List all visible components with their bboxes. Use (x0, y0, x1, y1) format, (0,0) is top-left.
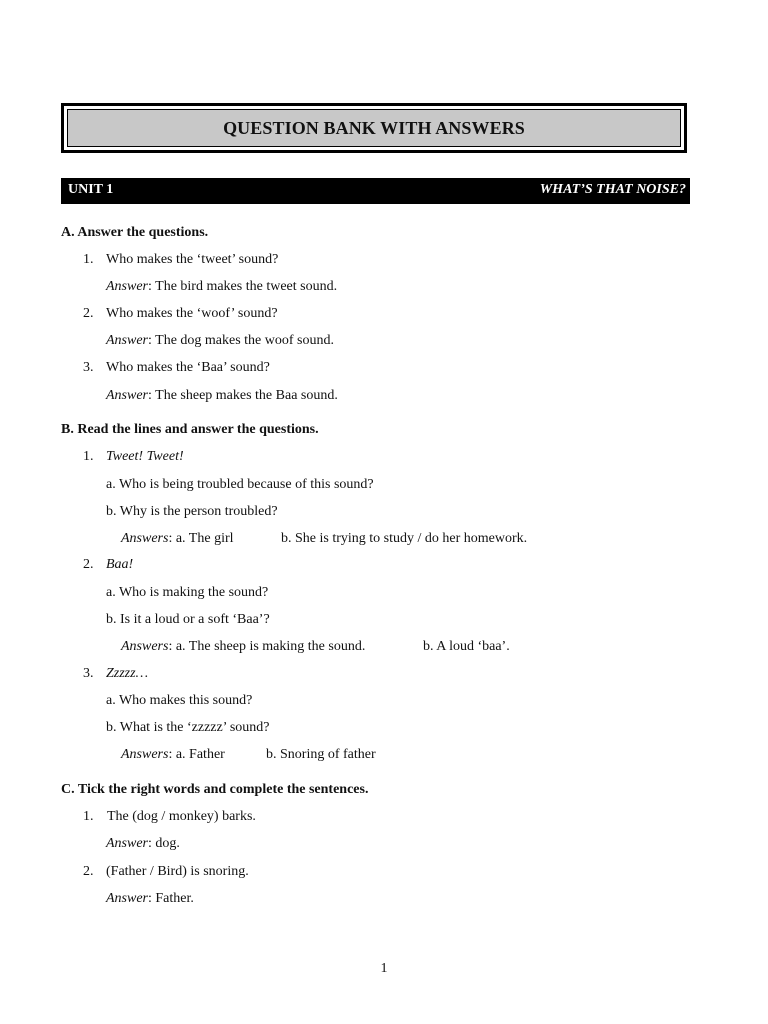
answers-label: Answers (121, 639, 169, 654)
answer-a-text: : a. The girl (168, 531, 234, 546)
answer-line (106, 388, 338, 404)
answer-text: : The dog makes the woof sound. (148, 333, 334, 348)
answers-line-a (121, 531, 234, 547)
answer-label: Answer (106, 891, 148, 906)
item-number: 2. (83, 557, 94, 572)
answer-b-text: b. She is trying to study / do her homework. (281, 531, 528, 546)
answer-line (106, 333, 334, 349)
answer-label: Answer (106, 279, 148, 294)
unit-label: UNIT 1 (68, 182, 114, 197)
answers-line-a (121, 639, 365, 655)
quote-text: Baa! (106, 557, 134, 572)
item-number: 3. (83, 666, 94, 681)
answer-b-text: b. Snoring of father (266, 747, 376, 762)
item-number: 1. (83, 252, 94, 267)
sub-question-b: b. Is it a loud or a soft ‘Baa’? (106, 612, 270, 627)
sub-question-b: b. What is the ‘zzzzz’ sound? (106, 720, 270, 735)
answer-a-text: : a. Father (168, 747, 225, 762)
page-title: QUESTION BANK WITH ANSWERS (223, 117, 525, 138)
section-b-heading: B. Read the lines and answer the questions. (61, 422, 319, 437)
quote-text: Tweet! Tweet! (106, 449, 184, 464)
question-text: Who makes the ‘Baa’ sound? (106, 360, 270, 375)
answers-label: Answers (121, 531, 169, 546)
answer-label: Answer (106, 333, 148, 348)
answer-text: : dog. (148, 836, 180, 851)
title-inner (67, 109, 681, 147)
item-number: 2. (83, 864, 94, 879)
section-c-heading: C. Tick the right words and complete the sentences. (61, 782, 369, 797)
answer-line (106, 891, 194, 907)
sub-question-a: a. Who makes this sound? (106, 693, 253, 708)
answer-label: Answer (106, 388, 148, 403)
question-text: Who makes the ‘tweet’ sound? (106, 252, 279, 267)
unit-bar (61, 178, 690, 204)
title-box (61, 103, 687, 153)
page-number: 1 (380, 961, 388, 976)
answers-label: Answers (121, 747, 169, 762)
answer-text: : Father. (148, 891, 194, 906)
item-number: 2. (83, 306, 94, 321)
answer-b-text: b. A loud ‘baa’. (423, 639, 510, 654)
answer-text: : The bird makes the tweet sound. (148, 279, 338, 294)
answer-a-text: : a. The sheep is making the sound. (168, 639, 366, 654)
section-a-heading: A. Answer the questions. (61, 225, 209, 240)
question-text: Who makes the ‘woof’ sound? (106, 306, 278, 321)
quote-text: Zzzzz… (106, 666, 149, 681)
unit-name: WHAT’S THAT NOISE? (539, 182, 686, 197)
sub-question-a: a. Who is being troubled because of this sound? (106, 477, 374, 492)
answer-label: Answer (106, 836, 148, 851)
question-text: (Father / Bird) is snoring. (106, 864, 249, 879)
item-number: 3. (83, 360, 94, 375)
item-number: 1. (83, 449, 94, 464)
answer-line (106, 279, 337, 295)
answer-text: : The sheep makes the Baa sound. (148, 388, 338, 403)
answer-line (106, 836, 180, 852)
item-number: 1. (83, 809, 94, 824)
question-text: The (dog / monkey) barks. (107, 809, 256, 824)
answers-line-a (121, 747, 225, 763)
sub-question-b: b. Why is the person troubled? (106, 504, 278, 519)
sub-question-a: a. Who is making the sound? (106, 585, 269, 600)
